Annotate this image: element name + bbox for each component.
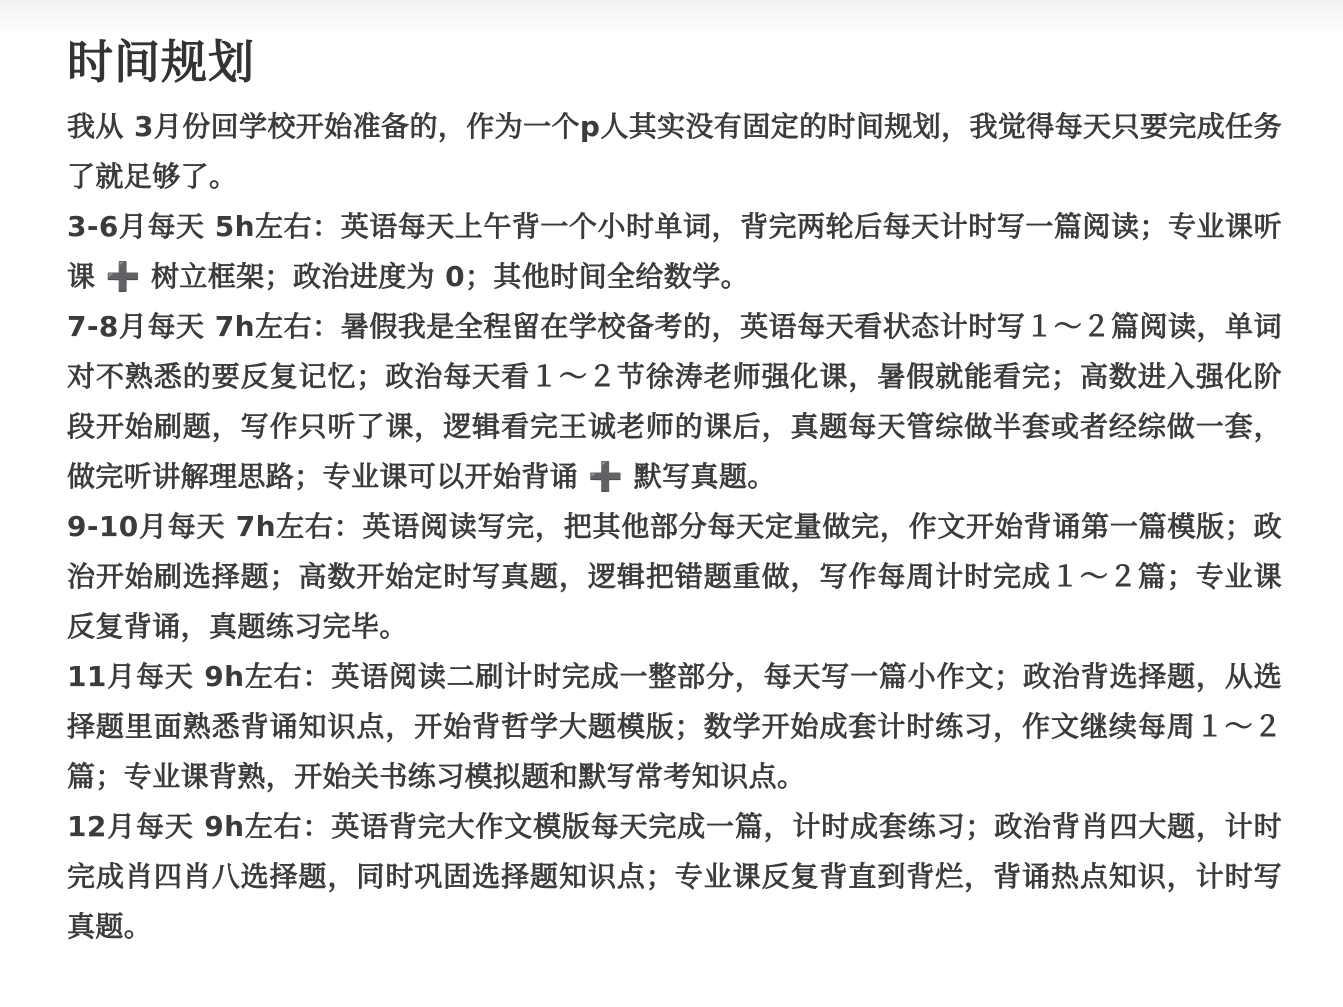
paragraph-dec: 12月每天 9h左右：英语背完大作文模版每天完成一篇，计时成套练习；政治背肖四大题，计时完成肖四肖八选择题，同时巩固选择题知识点；专业课反复背直到背烂，背诵热点知识，计时写真题。 <box>67 810 1282 943</box>
note-body <box>67 102 1282 952</box>
paragraph-mar-jun: 3-6月每天 5h左右：英语每天上午背一个小时单词，背完两轮后每天计时写一篇阅读；专业课听课 ➕ 树立框架；政治进度为 0；其他时间全给数学。 <box>67 210 1282 293</box>
paragraph-sep-oct: 9-10月每天 7h左右：英语阅读写完，把其他部分每天定量做完，作文开始背诵第一篇模版；政治开始刷选择题；高数开始定时写真题，逻辑把错题重做，写作每周计时完成１～２篇；专业课反复背诵，真题练习完毕。 <box>67 510 1282 643</box>
note-content <box>67 30 1282 952</box>
paragraph-intro: 我从 3月份回学校开始准备的，作为一个p人其实没有固定的时间规划，我觉得每天只要完成任务了就足够了。 <box>67 110 1282 193</box>
paragraph-jul-aug: 7-8月每天 7h左右：暑假我是全程留在学校备考的，英语每天看状态计时写１～２篇阅读，单词对不熟悉的要反复记忆；政治每天看１～２节徐涛老师强化课，暑假就能看完；高数进入强化阶段开始刷题，写作只听了课，逻辑看完王诚老师的课后，真题每天管综做半套或者经综做一套，做完听讲解理思路；专业课可以开始背诵 ➕ 默写真题。 <box>67 310 1282 493</box>
paragraph-nov: 11月每天 9h左右：英语阅读二刷计时完成一整部分，每天写一篇小作文；政治背选择题，从选择题里面熟悉背诵知识点，开始背哲学大题模版；数学开始成套计时练习，作文继续每周１～２篇；专业课背熟，开始关书练习模拟题和默写常考知识点。 <box>67 660 1282 793</box>
note-title: 时间规划 <box>67 35 255 89</box>
